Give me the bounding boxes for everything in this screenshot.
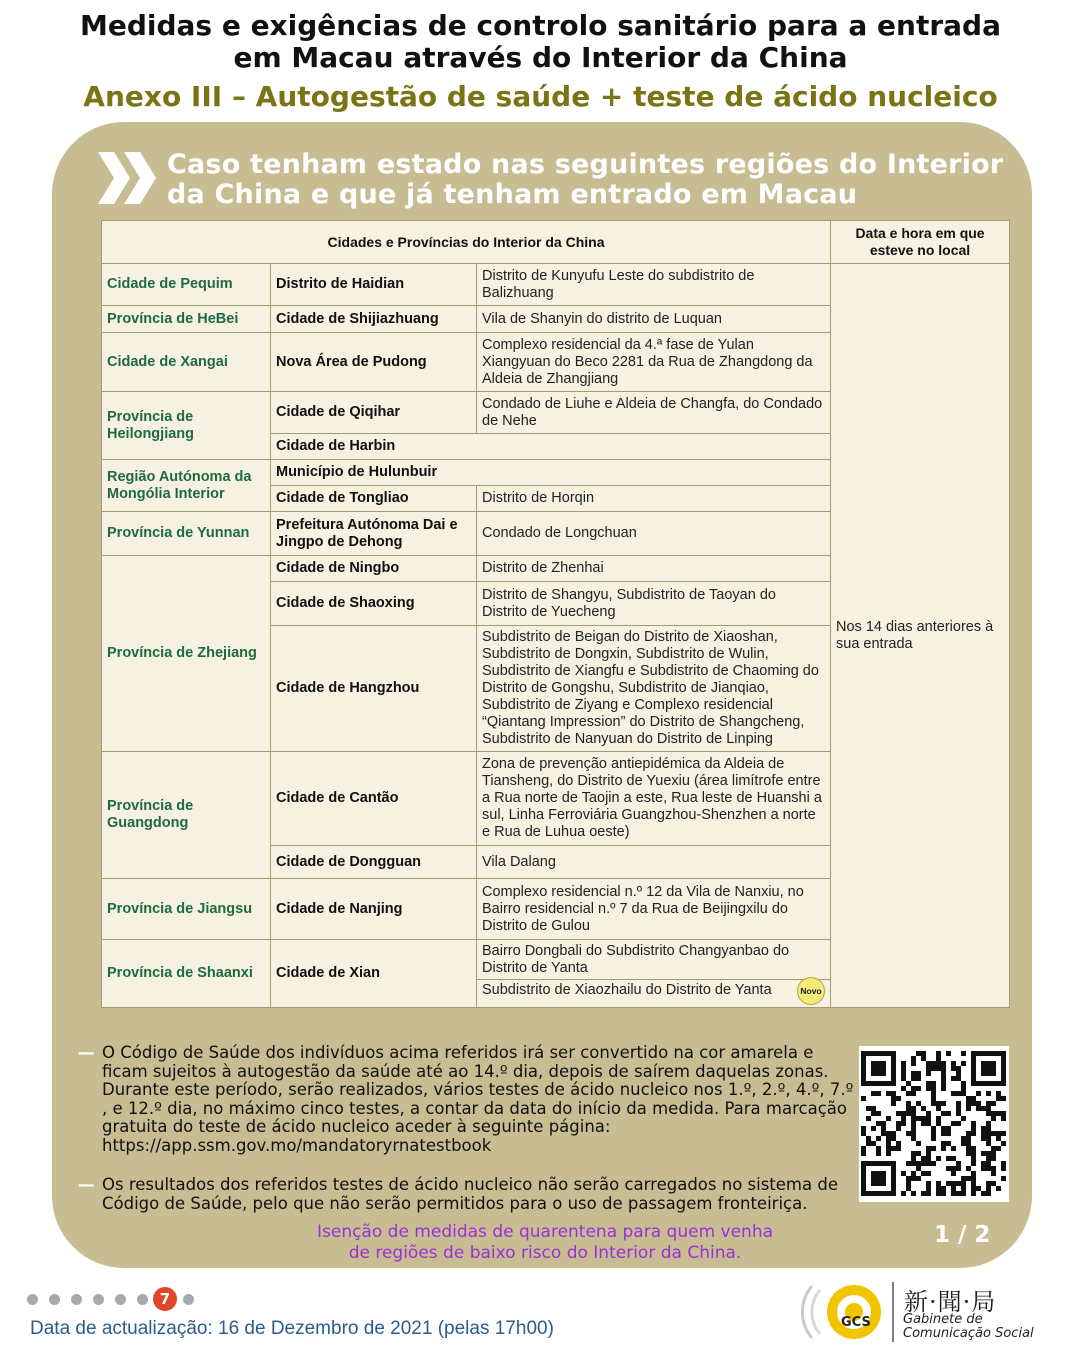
pagination-dot[interactable]	[49, 1294, 60, 1305]
pagination-dot[interactable]	[137, 1294, 148, 1305]
district-cell: Distrito de Zhenhai	[477, 556, 831, 582]
city-cell: Cidade de Shaoxing	[271, 582, 477, 626]
logo-portuguese-name	[903, 1313, 1034, 1341]
pagination-dot[interactable]	[27, 1294, 38, 1305]
district-cell: Distrito de Kunyufu Leste do subdistrito de Balizhuang	[477, 264, 831, 306]
district-cell: Distrito de Horqin	[477, 486, 831, 512]
district-cell: Bairro Dongbali do Subdistrito Changyanbao do Distrito de Yanta	[477, 940, 831, 980]
panel-heading	[167, 150, 1017, 210]
province-cell: Província de HeBei	[102, 306, 271, 333]
city-cell: Cidade de Hangzhou	[271, 626, 477, 752]
exemption-line2: de regiões de baixo risco do Interior da China.	[348, 1243, 742, 1263]
update-date: Data de actualização: 16 de Dezembro de 2021 (pelas 17h00)	[30, 1318, 554, 1339]
page-title-line1: Medidas e exigências de controlo sanitário para a entrada	[79, 9, 1001, 42]
city-cell: Cidade de Ningbo	[271, 556, 477, 582]
province-cell: Província de Guangdong	[102, 752, 271, 879]
note-test-results-text: Os resultados dos referidos testes de ácido nucleico não serão carregados no sistema de Código de Saúde, pelo que não serão permitidos para o uso de passagem fronteiriça.	[102, 1175, 838, 1213]
qr-code-icon[interactable]	[859, 1046, 1009, 1202]
city-cell: Cidade de Dongguan	[271, 846, 477, 879]
logo-pt-line1: Gabinete de	[903, 1312, 983, 1327]
city-cell: Cidade de Xian	[271, 940, 477, 1008]
logo-chinese-name: 新·聞·局	[904, 1288, 997, 1316]
city-cell: Cidade de Tongliao	[271, 486, 477, 512]
pagination-dot[interactable]	[115, 1294, 126, 1305]
province-cell: Região Autónoma da Mongólia Interior	[102, 460, 271, 512]
province-cell: Província de Shaanxi	[102, 940, 271, 1008]
pagination-dots	[27, 1287, 207, 1311]
city-cell: Distrito de Haidian	[271, 264, 477, 306]
double-chevron-icon	[96, 150, 160, 206]
province-cell: Província de Heilongjiang	[102, 392, 271, 460]
city-cell: Cidade de Harbin	[271, 434, 831, 460]
note-health-code	[78, 1044, 858, 1155]
province-cell: Cidade de Xangai	[102, 333, 271, 392]
district-cell: Condado de Liuhe e Aldeia de Changfa, do Condado de Nehe	[477, 392, 831, 434]
regions-table	[101, 220, 1010, 1008]
note-test-results	[78, 1176, 858, 1213]
pagination-dot[interactable]	[183, 1294, 194, 1305]
province-cell: Província de Zhejiang	[102, 556, 271, 752]
district-cell: Vila Dalang	[477, 846, 831, 879]
district-cell: Vila de Shanyin do distrito de Luquan	[477, 306, 831, 333]
city-cell: Prefeitura Autónoma Dai e Jingpo de Dehong	[271, 512, 477, 556]
district-cell	[477, 980, 831, 1008]
province-cell: Cidade de Pequim	[102, 264, 271, 306]
booking-link[interactable]: https://app.ssm.gov.mo/mandatoryrnatestbook	[102, 1135, 492, 1155]
district-cell: Subdistrito de Beigan do Distrito de Xiaoshan, Subdistrito de Dongxin, Subdistrito de Wulin, Subdistrito de Xiangfu e Subdistrito de Chaoming do Distrito de Gongshu, Subdistrito de Jianqiao, Subdistrito de Ziyang e Complexo residencial “Qiantang Impression” do Distrito de Shangcheng, Subdistrito de Nanyuan do Distrito de Linping	[477, 626, 831, 752]
regions-column-header: Cidades e Províncias do Interior da China	[102, 221, 831, 264]
when-cell: Nos 14 dias anteriores à sua entrada	[831, 264, 1010, 1008]
city-cell: Cidade de Cantão	[271, 752, 477, 846]
exemption-note	[250, 1222, 840, 1264]
city-cell: Cidade de Shijiazhuang	[271, 306, 477, 333]
district-cell: Complexo residencial n.º 12 da Vila de Nanxiu, no Bairro residencial n.º 7 da Rua de Beijingxilu do Distrito de Gulou	[477, 879, 831, 940]
city-cell: Cidade de Nanjing	[271, 879, 477, 940]
page-subtitle: Anexo III – Autogestão de saúde + teste de ácido nucleico	[83, 80, 998, 113]
panel-heading-line1: Caso tenham estado nas seguintes regiões do Interior	[167, 149, 1004, 180]
page-title-line2: em Macau através do Interior da China	[233, 41, 848, 74]
panel-heading-line2: da China e que já tenham entrado em Macau	[167, 179, 858, 210]
page-title	[0, 10, 1081, 74]
dash-bullet: —	[78, 1175, 95, 1194]
new-badge: Novo	[797, 977, 825, 1005]
district-cell: Condado de Longchuan	[477, 512, 831, 556]
province-cell: Província de Jiangsu	[102, 879, 271, 940]
note-health-code-text: O Código de Saúde dos indivíduos acima referidos irá ser convertido na cor amarela e ficam sujeitos à autogestão da saúde até ao 14.º dia, depois de saírem daquelas zonas. Durante este período, serão realizados, vários testes de ácido nucleico nos 1.º, 2.º, 4.º, 7.º , e 12.º dia, no máximo cinco testes, a contar da data do início da medida. Para marcação gratuita do teste de ácido nucleico aceder à seguinte página:	[102, 1043, 854, 1136]
city-cell: Cidade de Qiqihar	[271, 392, 477, 434]
district-cell: Distrito de Shangyu, Subdistrito de Taoyan do Distrito de Yuecheng	[477, 582, 831, 626]
when-column-header: Data e hora em que esteve no local	[831, 221, 1010, 264]
pagination-dot[interactable]	[93, 1294, 104, 1305]
district-cell: Zona de prevenção antiepidémica da Aldeia de Tiansheng, do Distrito de Yuexiu (área limítrofe entre a Rua norte de Taojin a este, Rua leste de Huanshi a sul, Linha Ferroviária Guangzhou-Shenzhen a norte e Rua de Luhua oeste)	[477, 752, 831, 846]
exemption-line1: Isenção de medidas de quarentena para quem venha	[316, 1222, 774, 1242]
page-indicator: 1 / 2	[934, 1222, 991, 1248]
province-cell: Província de Yunnan	[102, 512, 271, 556]
district-cell: Complexo residencial da 4.ª fase de Yulan Xiangyuan do Beco 2281 da Rua de Zhangdong da Aldeia de Zhangjiang	[477, 333, 831, 392]
district-text: Subdistrito de Xiaozhailu do Distrito de Yanta	[482, 982, 772, 998]
city-cell: Município de Hulunbuir	[271, 460, 831, 486]
logo-mark: GCS	[841, 1315, 871, 1330]
pagination-dot[interactable]	[71, 1294, 82, 1305]
pagination-dot-active[interactable]: 7	[153, 1287, 177, 1311]
dash-bullet: —	[78, 1043, 95, 1062]
city-cell: Nova Área de Pudong	[271, 333, 477, 392]
logo-pt-line2: Comunicação Social	[903, 1326, 1034, 1341]
